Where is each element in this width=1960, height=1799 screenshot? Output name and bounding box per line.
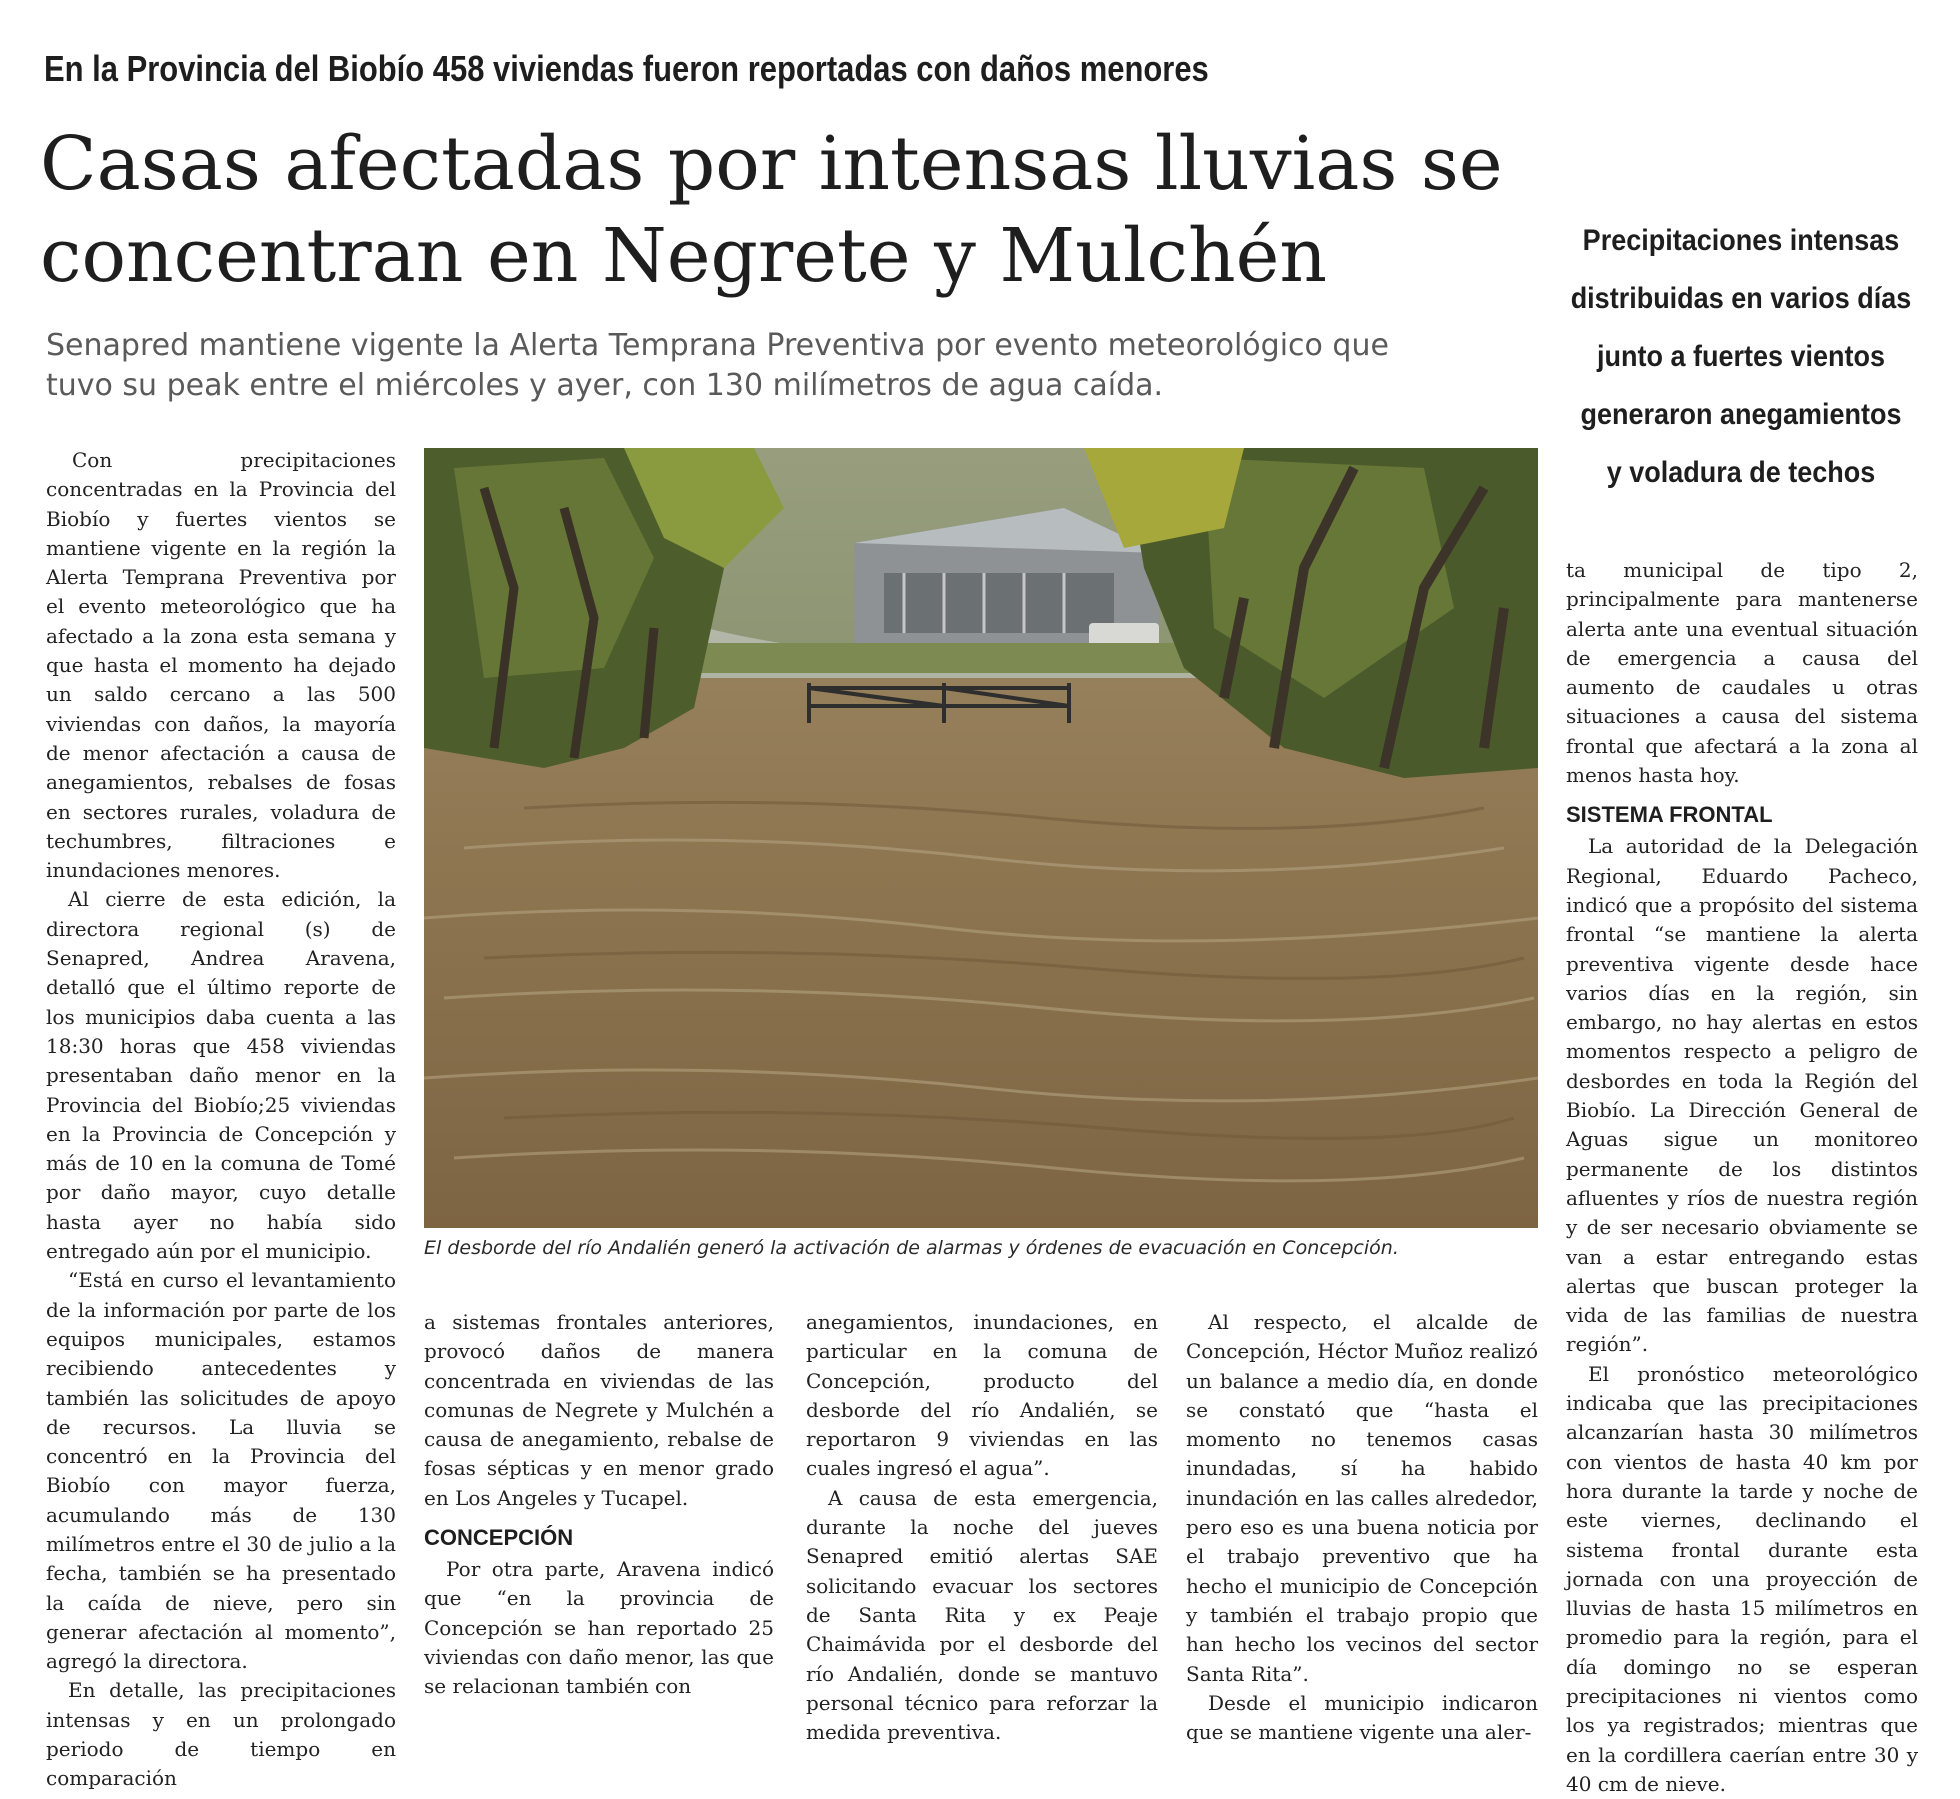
paragraph: Al respecto, el alcalde de Concepción, Héctor Muñoz realizó un balance a medio día, en donde se constató que “hasta el momento no tenemos casas inundadas, sí ha habido inundación en las calles alrededor, pero eso es una buena noticia por el trabajo preventivo que ha hecho el municipio de Concepción y también el trabajo propio que han hecho los vecinos del sector Santa Rita”. bbox=[1186, 1310, 1538, 1686]
column-1 bbox=[46, 446, 396, 1794]
paragraph: A causa de esta emergencia, durante la noche del jueves Senapred emitió alertas SAE solicitando evacuar los sectores de Santa Rita y ex Peaje Chaimávida por el desborde del río Andalién, donde se mantuvo personal técnico para reforzar la medida preventiva. bbox=[806, 1485, 1158, 1745]
pull-quote-line: generaron anegamientos bbox=[1580, 398, 1902, 431]
deck bbox=[46, 326, 1506, 406]
column-3 bbox=[806, 1308, 1158, 1747]
pull-quote-line: y voladura de techos bbox=[1606, 456, 1876, 489]
paragraph: Por otra parte, Aravena indicó que “en la provincia de Concepción se han reportado 25 viviendas con daño menor, las que se relacionan también con bbox=[424, 1557, 774, 1699]
photo-caption: El desborde del río Andalién generó la activación de alarmas y órdenes de evacuación en Concepción. bbox=[424, 1237, 1399, 1259]
kicker: En la Provincia del Biobío 458 viviendas fueron reportadas con daños menores bbox=[44, 48, 1209, 89]
paragraph: ta municipal de tipo 2, principalmente para mantenerse alerta ante una eventual situación de emergencia a causa del aumento de caudales u otras situaciones a causa del sistema frontal que afectará a la zona al menos hasta hoy. bbox=[1566, 558, 1918, 788]
paragraph: “Está en curso el levantamiento de la información por parte de los equipos municipales, estamos recibiendo antecedentes y también las solicitudes de apoyo de recursos. La lluvia se concentró en la Provincia del Biobío con mayor fuerza, acumulando más de 130 milímetros entre el 30 de julio a la fecha, también se ha presentado la caída de nieve, pero sin generar afectación al momento”, agregó la directora. bbox=[46, 1268, 396, 1674]
pull-quote bbox=[1546, 212, 1936, 502]
paragraph: La autoridad de la Delegación Regional, Eduardo Pacheco, indicó que a propósito del sistema frontal “se mantiene la alerta preventiva vigente desde hace varios días en la región, sin embargo, no hay alertas en estos momentos respecto a peligro de desbordes en toda la Región del Biobío. La Dirección General de Aguas sigue un monitoreo permanente de los distintos afluentes y ríos de nuestra región y de ser necesario obviamente se van a estar entregando estas alertas que buscan proteger la vida de las familias de nuestra región”. bbox=[1566, 834, 1918, 1357]
column-4 bbox=[1186, 1308, 1538, 1747]
deck-line: Senapred mantiene vigente la Alerta Temprana Preventiva por evento meteorológico que bbox=[46, 328, 1389, 363]
paragraph: Al cierre de esta edición, la directora regional (s) de Senapred, Andrea Aravena, detalló que el último reporte de los municipios daba cuenta a las 18:30 horas que 458 viviendas presentaban daño menor en la Provincia del Biobío;25 viviendas en la Provincia de Concepción y más de 10 en la comuna de Tomé por daño mayor, cuyo detalle hasta ayer no había sido entregado aún por el municipio. bbox=[46, 887, 396, 1264]
column-2 bbox=[424, 1308, 774, 1702]
subhead-sistema-frontal: SISTEMA FRONTAL bbox=[1566, 802, 1773, 828]
pull-quote-line: Precipitaciones intensas bbox=[1582, 224, 1900, 257]
paragraph: El pronóstico meteorológico indicaba que las precipitaciones alcanzarían hasta 30 milímetros con vientos de hasta 40 km por hora durante la tarde y noche de este viernes, declinando el sistema frontal durante esta jornada con una proyección de lluvias de hasta 15 milímetros en promedio para la región, para el día domingo no se esperan precipitaciones ni vientos como los ya registrados; mientras que en la cordillera caerían entre 30 y 40 cm de nieve. bbox=[1566, 1361, 1918, 1796]
paragraph: Con precipitaciones concentradas en la Provincia del Biobío y fuertes vientos se mantiene vigente en la región la Alerta Temprana Preventiva por el evento meteorológico que ha afectado a la zona esta semana y que hasta el momento ha dejado un saldo cercano a las 500 viviendas con daños, la mayoría de menor afectación a causa de anegamientos, rebalses de fosas en sectores rurales, voladura de techumbres, filtraciones e inundaciones menores. bbox=[46, 448, 396, 883]
headline-line: Casas afectadas por intensas lluvias se bbox=[40, 121, 1503, 207]
column-5 bbox=[1566, 556, 1918, 1799]
flood-photo bbox=[424, 448, 1538, 1228]
headline-line: concentran en Negrete y Mulchén bbox=[40, 213, 1328, 299]
paragraph: En detalle, las precipitaciones intensas y en un prolongado periodo de tiempo en comparación bbox=[46, 1678, 396, 1791]
paragraph: a sistemas frontales anteriores, provocó daños de manera concentrada en viviendas de las comunas de Negrete y Mulchén a causa de anegamiento, rebalse de fosas sépticas y en menor grado en Los Angeles y Tucapel. bbox=[424, 1310, 774, 1510]
paragraph: Desde el municipio indicaron que se mantiene vigente una aler- bbox=[1186, 1690, 1538, 1745]
subhead-concepcion: CONCEPCIÓN bbox=[424, 1525, 574, 1551]
deck-line: tuvo su peak entre el miércoles y ayer, con 130 milímetros de agua caída. bbox=[46, 368, 1164, 403]
headline bbox=[40, 118, 1560, 302]
pull-quote-line: distribuidas en varios días bbox=[1570, 282, 1912, 315]
pull-quote-line: junto a fuertes vientos bbox=[1596, 340, 1886, 373]
paragraph: anegamientos, inundaciones, en particular en la comuna de Concepción, producto del desborde del río Andalién, se reportaron 9 viviendas en las cuales ingresó el agua”. bbox=[806, 1310, 1158, 1481]
